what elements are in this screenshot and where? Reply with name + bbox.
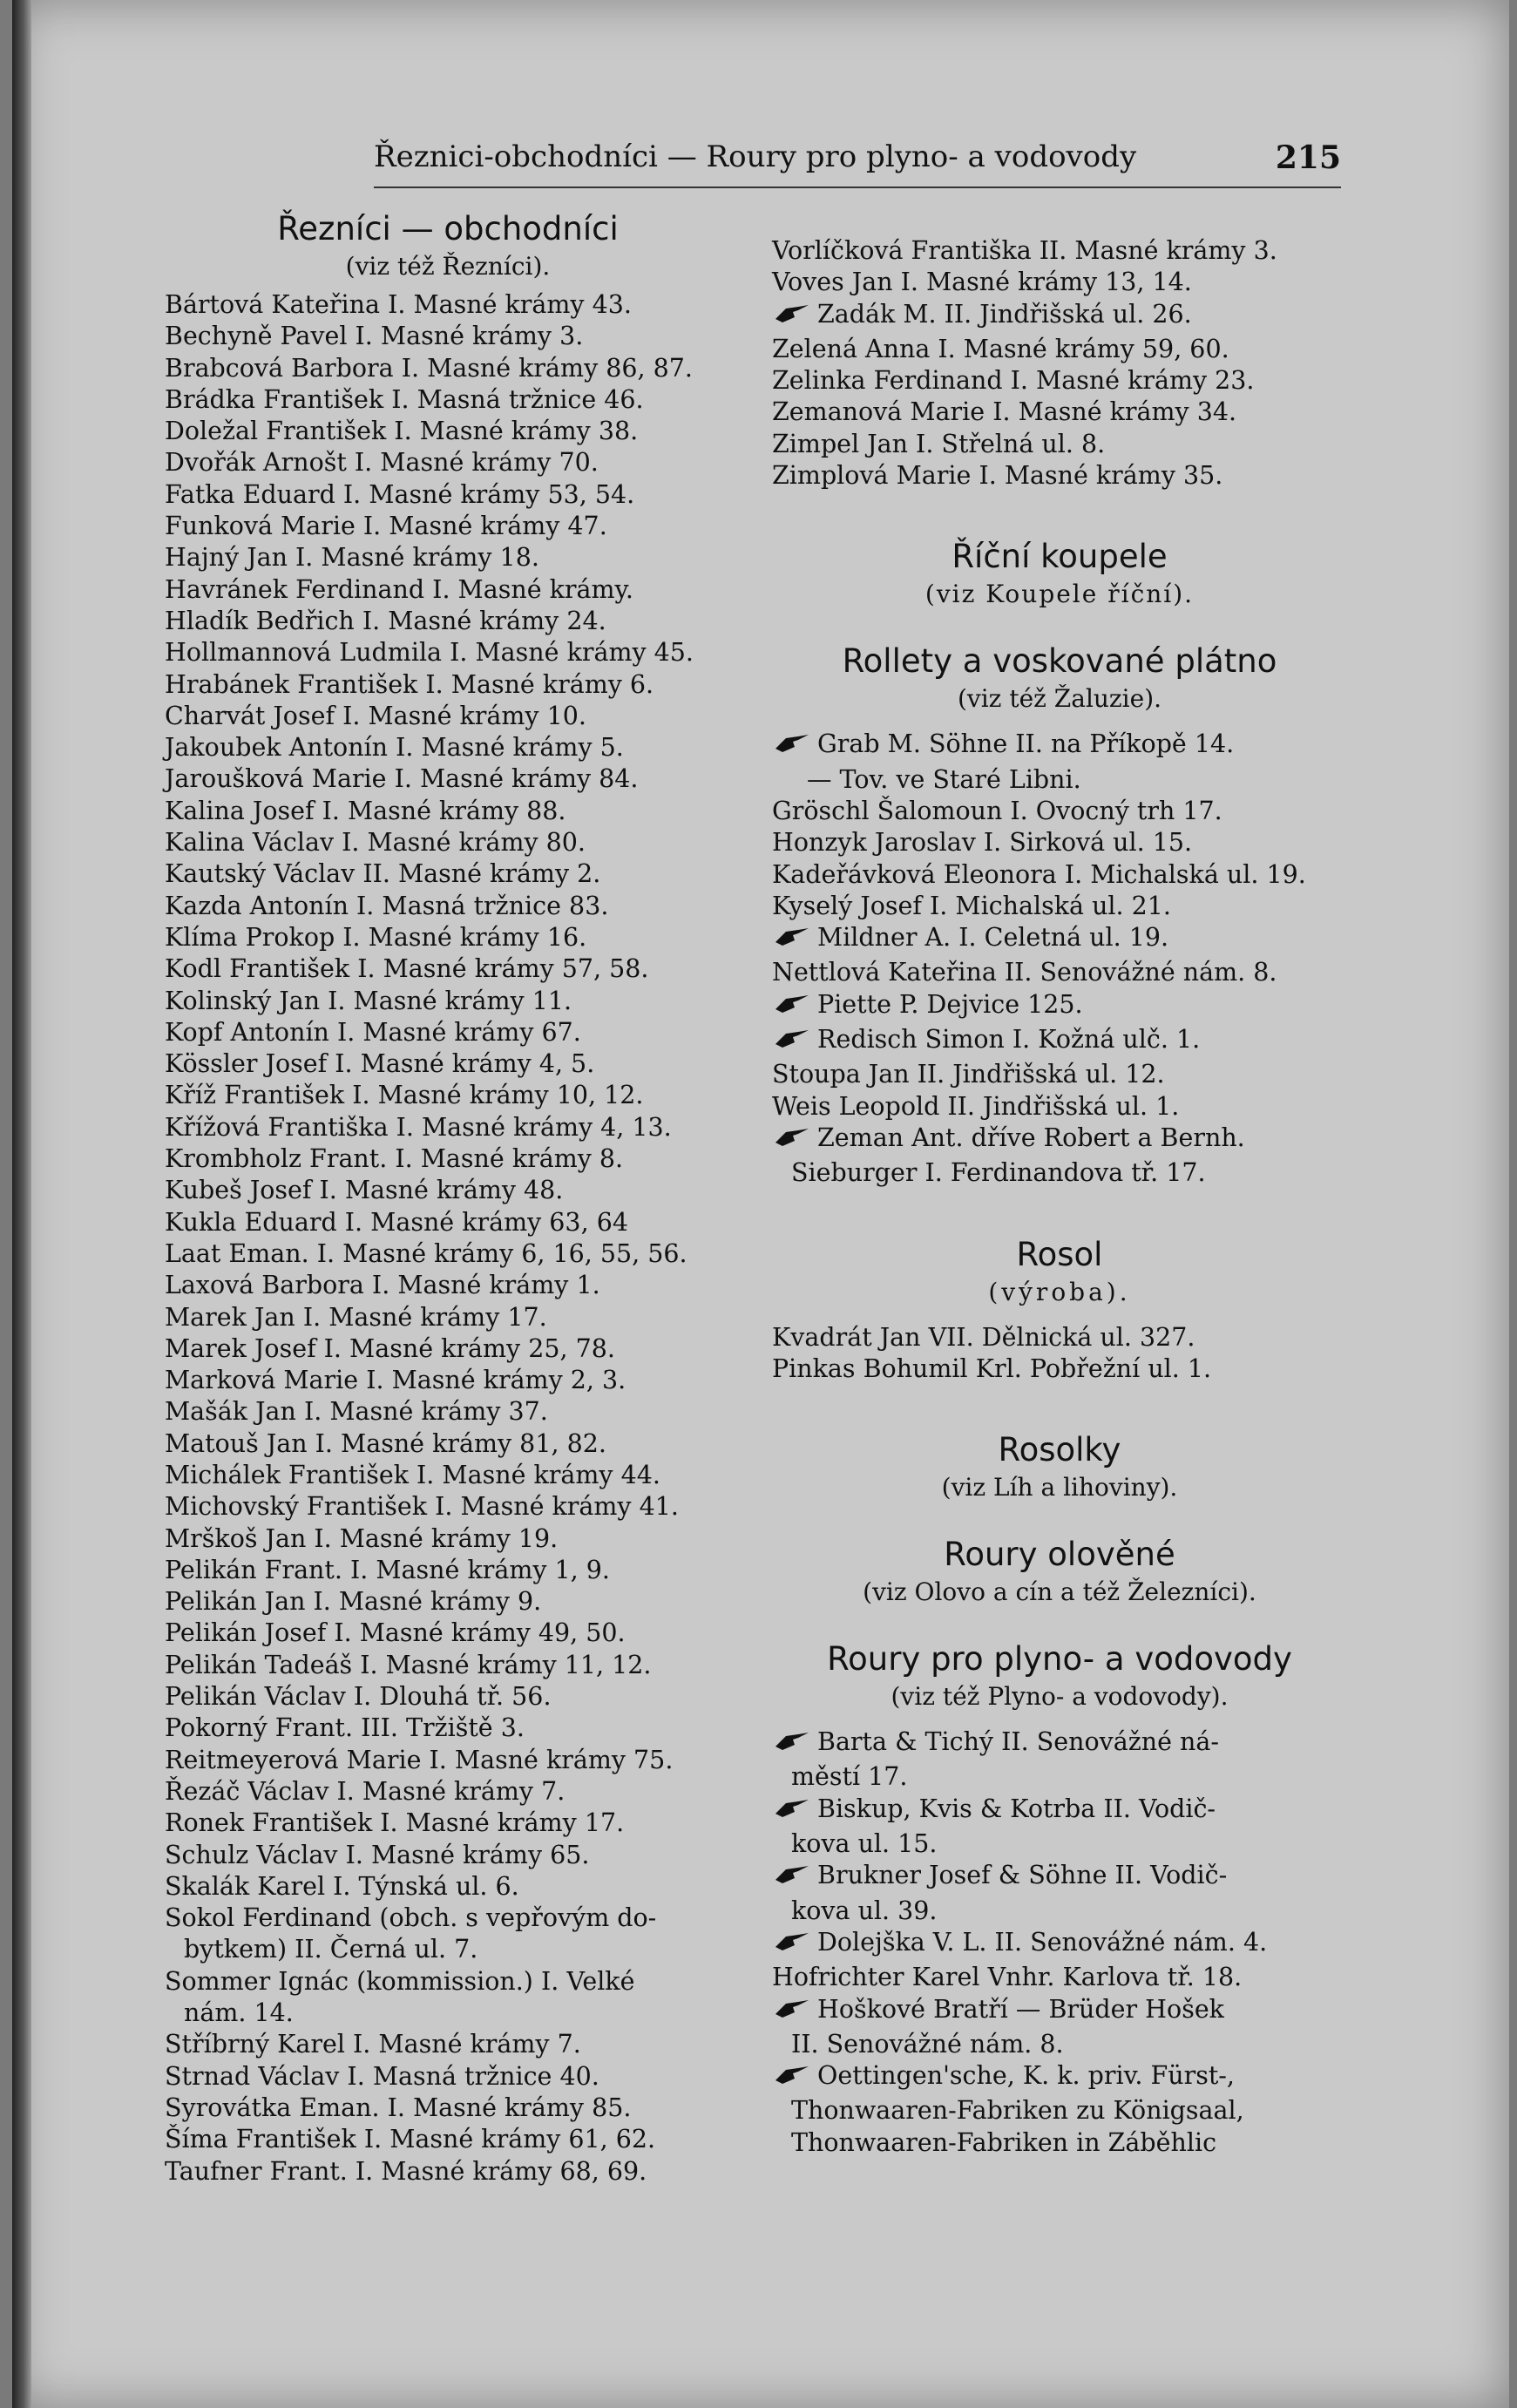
list-item: Pinkas Bohumil Krl. Pobřežní ul. 1. — [772, 1353, 1212, 1383]
list-item: Mrškoš Jan I. Masné krámy 19. — [165, 1523, 559, 1553]
list-item: Pelikán Jan I. Masné krámy 9. — [165, 1587, 542, 1617]
list-item: Bártová Kateřina I. Masné krámy 43. — [165, 290, 632, 319]
list-item: Kukla Eduard I. Masné krámy 63, 64 — [165, 1207, 628, 1237]
section-heading: Řezníci — obchodníci — [277, 210, 619, 248]
list-item: Funková Marie I. Masné krámy 47. — [165, 512, 607, 541]
list-item: Sommer Ignác (kommission.) I. Velké — [165, 1966, 635, 1996]
list-item: Grab M. Söhne II. na Příkopě 14. — [772, 729, 1347, 763]
list-item: Weis Leopold II. Jindřišská ul. 1. — [772, 1091, 1180, 1121]
book-spine — [12, 0, 31, 2408]
list-item: Biskup, Kvis & Kotrba II. Vodič- — [772, 1794, 1347, 1828]
list-item: Sokol Ferdinand (obch. s vepřovým do- — [165, 1903, 657, 1933]
list-item: Pelikán Václav I. Dlouhá tř. 56. — [165, 1682, 552, 1712]
list-item: Pelikán Josef I. Masné krámy 49, 50. — [165, 1618, 626, 1648]
section-subheading: (viz též Řezníci). — [345, 252, 551, 281]
list-item: Dvořák Arnošt I. Masné krámy 70. — [165, 448, 599, 478]
list-item: Zimplová Marie I. Masné krámy 35. — [772, 461, 1223, 491]
book-page — [12, 0, 1509, 2408]
list-item: Honzyk Jaroslav I. Sirková ul. 15. — [772, 828, 1193, 858]
list-item: Vorlíčková Františka II. Masné krámy 3. — [772, 236, 1277, 265]
pointing-hand-icon — [772, 1796, 817, 1828]
list-item: Zelinka Ferdinand I. Masné krámy 23. — [772, 366, 1255, 396]
section-heading: Rosolky — [998, 1431, 1121, 1469]
header-rule — [374, 187, 1341, 188]
list-item: Kössler Josef I. Masné krámy 4, 5. — [165, 1049, 595, 1079]
list-item: bytkem) II. Černá ul. 7. — [184, 1935, 478, 1964]
section-subheading: (viz Olovo a cín a též Železníci). — [863, 1577, 1256, 1607]
pointing-hand-icon — [772, 925, 817, 957]
list-item: Laxová Barbora I. Masné krámy 1. — [165, 1271, 600, 1300]
list-item: Kopf Antonín I. Masné krámy 67. — [165, 1017, 581, 1047]
list-item: Jakoubek Antonín I. Masné krámy 5. — [165, 733, 624, 763]
pointing-hand-icon — [772, 731, 817, 763]
pointing-hand-icon — [772, 1027, 817, 1059]
rollety-list — [772, 729, 1347, 1189]
list-item: Kyselý Josef I. Michalská ul. 21. — [772, 891, 1171, 920]
right-top-list — [772, 235, 1347, 492]
list-item: Syrovátka Eman. I. Masné krámy 85. — [165, 2093, 632, 2122]
list-item: Řezáč Václav I. Masné krámy 7. — [165, 1776, 565, 1806]
running-header — [374, 139, 1341, 183]
list-item: Pelikán Frant. I. Masné krámy 1, 9. — [165, 1555, 610, 1584]
rosol-list — [772, 1322, 1347, 1386]
pointing-hand-icon — [772, 302, 817, 334]
list-item: Piette P. Dejvice 125. — [772, 989, 1347, 1024]
section-gap — [772, 492, 1347, 537]
section-subheading: (viz Koupele říční). — [924, 580, 1195, 609]
list-item: Marek Josef I. Masné krámy 25, 78. — [165, 1333, 615, 1363]
list-item: Hajný Jan I. Masné krámy 18. — [165, 543, 539, 573]
left-entry-list — [165, 289, 731, 2188]
list-item: nám. 14. — [184, 1998, 294, 2028]
section-heading: Rosol — [1016, 1235, 1103, 1273]
pointing-hand-icon — [772, 1862, 817, 1895]
section-subheading: (výroba). — [988, 1277, 1131, 1306]
list-item: Strnad Václav I. Masná tržnice 40. — [165, 2061, 599, 2091]
list-item: Hoškové Bratří — Brüder Hošek — [772, 1994, 1347, 2029]
list-item: Michálek František I. Masné krámy 44. — [165, 1460, 660, 1489]
section-subheading: (viz Líh a lihoviny). — [941, 1473, 1178, 1502]
section-heading: Rollety a voskované plátno — [842, 642, 1277, 681]
list-item: Brabcová Barbora I. Masné krámy 86, 87. — [165, 353, 693, 383]
list-item: Kříž František I. Masné krámy 10, 12. — [165, 1081, 644, 1110]
list-item: Šíma František I. Masné krámy 61, 62. — [165, 2125, 656, 2154]
left-column — [165, 209, 731, 2188]
list-item: Michovský František I. Masné krámy 41. — [165, 1492, 679, 1522]
list-item: Sieburger I. Ferdinandova tř. 17. — [791, 1158, 1206, 1188]
section-gap — [772, 1385, 1347, 1430]
list-item: Krombholz Frant. I. Masné krámy 8. — [165, 1144, 624, 1174]
pointing-hand-icon — [772, 2063, 817, 2095]
list-item: Zeman Ant. dříve Robert a Bernh. — [772, 1123, 1347, 1157]
list-item: Doležal František I. Masné krámy 38. — [165, 417, 639, 446]
section-subheading: (viz též Plyno- a vodovody). — [891, 1682, 1229, 1712]
list-item: Laat Eman. I. Masné krámy 6, 16, 55, 56. — [165, 1238, 687, 1268]
page-number: 215 — [1275, 139, 1341, 176]
pointing-hand-icon — [772, 1930, 817, 1962]
list-item: Barta & Tichý II. Senovážné ná- — [772, 1726, 1347, 1761]
list-item: Zelená Anna I. Masné krámy 59, 60. — [772, 334, 1229, 363]
list-item: Gröschl Šalomoun I. Ovocný trh 17. — [772, 796, 1222, 825]
list-item: Skalák Karel I. Týnská ul. 6. — [165, 1871, 519, 1901]
list-item: Hladík Bedřich I. Masné krámy 24. — [165, 606, 606, 635]
list-item: Kubeš Josef I. Masné krámy 48. — [165, 1176, 564, 1205]
list-item: Kautský Václav II. Masné krámy 2. — [165, 859, 601, 889]
list-item: Reitmeyerová Marie I. Masné krámy 75. — [165, 1745, 674, 1774]
list-item: Kalina Václav I. Masné krámy 80. — [165, 828, 586, 858]
list-item: Redisch Simon I. Kožná ulč. 1. — [772, 1024, 1347, 1059]
list-item: — Tov. ve Staré Libni. — [807, 764, 1081, 794]
list-item: Thonwaaren-Fabriken in Záběhlic — [791, 2127, 1217, 2157]
list-item: Klíma Prokop I. Masné krámy 16. — [165, 922, 587, 952]
roury-list — [772, 1726, 1347, 2159]
pointing-hand-icon — [772, 1997, 817, 2029]
list-item: Hollmannová Ludmila I. Masné krámy 45. — [165, 638, 694, 668]
list-item: Nettlová Kateřina II. Senovážné nám. 8. — [772, 958, 1277, 987]
section-heading: Roury pro plyno- a vodovody — [827, 1640, 1292, 1679]
list-item: Stříbrný Karel I. Masné krámy 7. — [165, 2030, 581, 2059]
list-item: II. Senovážné nám. 8. — [791, 2029, 1064, 2059]
list-item: Brádka František I. Masná tržnice 46. — [165, 384, 644, 414]
section-heading: Roury olověné — [944, 1536, 1175, 1574]
list-item: Hrabánek František I. Masné krámy 6. — [165, 669, 654, 699]
list-item: Zadák M. II. Jindřišská ul. 26. — [772, 299, 1347, 334]
list-item: Marková Marie I. Masné krámy 2, 3. — [165, 1366, 626, 1395]
list-item: Taufner Frant. I. Masné krámy 68, 69. — [165, 2156, 647, 2186]
list-item: Voves Jan I. Masné krámy 13, 14. — [772, 268, 1192, 297]
list-item: Oettingen'sche, K. k. priv. Fürst-, — [772, 2060, 1347, 2095]
list-item: Kadeřávková Eleonora I. Michalská ul. 19. — [772, 859, 1306, 889]
section-heading: Říční koupele — [952, 538, 1168, 576]
list-item: Brukner Josef & Söhne II. Vodič- — [772, 1860, 1347, 1895]
list-item: Havránek Ferdinand I. Masné krámy. — [165, 574, 633, 604]
list-item: Marek Jan I. Masné krámy 17. — [165, 1302, 547, 1332]
list-item: Jaroušková Marie I. Masné krámy 84. — [165, 764, 639, 794]
list-item: Křížová Františka I. Masné krámy 4, 13. — [165, 1112, 672, 1142]
list-item: Kazda Antonín I. Masná tržnice 83. — [165, 891, 609, 920]
list-item: Kalina Josef I. Masné krámy 88. — [165, 796, 566, 825]
list-item: Mildner A. I. Celetná ul. 19. — [772, 922, 1347, 957]
list-item: Kvadrát Jan VII. Dělnická ul. 327. — [772, 1322, 1195, 1352]
list-item: Pokorný Frant. III. Tržiště 3. — [165, 1713, 525, 1743]
section-gap — [772, 1190, 1347, 1235]
section-gap — [772, 624, 1347, 641]
section-gap — [772, 1622, 1347, 1639]
pointing-hand-icon — [772, 1125, 817, 1157]
list-item: Schulz Václav I. Masné krámy 65. — [165, 1840, 590, 1869]
list-item: Mašák Jan I. Masné krámy 37. — [165, 1397, 548, 1427]
list-item: Charvát Josef I. Masné krámy 10. — [165, 701, 586, 730]
list-item: Bechyně Pavel I. Masné krámy 3. — [165, 322, 584, 351]
list-item: kova ul. 15. — [791, 1829, 938, 1859]
list-item: Kodl František I. Masné krámy 57, 58. — [165, 954, 649, 984]
list-item: kova ul. 39. — [791, 1896, 938, 1925]
list-item: Zimpel Jan I. Střelná ul. 8. — [772, 429, 1106, 458]
list-item: Fatka Eduard I. Masné krámy 53, 54. — [165, 479, 635, 509]
list-item: Zemanová Marie I. Masné krámy 34. — [772, 397, 1237, 427]
list-item: Kolinský Jan I. Masné krámy 11. — [165, 986, 572, 1015]
list-item: Ronek František I. Masné krámy 17. — [165, 1808, 625, 1838]
section-gap — [772, 1517, 1347, 1535]
list-item: Matouš Jan I. Masné krámy 81, 82. — [165, 1428, 606, 1458]
pointing-hand-icon — [772, 992, 817, 1024]
list-item: Stoupa Jan II. Jindřišská ul. 12. — [772, 1060, 1165, 1089]
section-subheading: (viz též Žaluzie). — [957, 684, 1162, 714]
right-column — [772, 235, 1347, 2159]
running-header-title: Řeznici-obchodníci — Roury pro plyno- a vodovody — [374, 139, 1137, 174]
list-item: městí 17. — [791, 1762, 908, 1792]
list-item: Pelikán Tadeáš I. Masné krámy 11, 12. — [165, 1650, 652, 1679]
list-item: Hofrichter Karel Vnhr. Karlova tř. 18. — [772, 1963, 1243, 1992]
list-item: Thonwaaren-Fabriken zu Königsaal, — [791, 2096, 1244, 2126]
pointing-hand-icon — [772, 1729, 817, 1761]
list-item: Dolejška V. L. II. Senovážné nám. 4. — [772, 1927, 1347, 1962]
